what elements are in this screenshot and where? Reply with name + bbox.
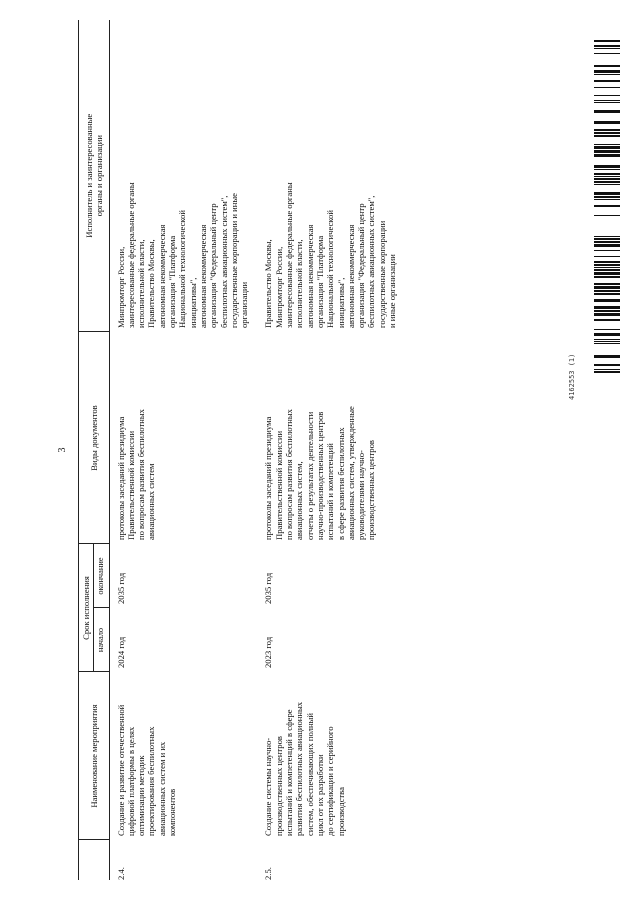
barcode-stripe [594,184,620,185]
barcode-stripe [594,269,620,271]
row-number: 2.4. [115,867,126,880]
barcode-stripe [594,215,620,216]
barcode-stripe [594,272,620,275]
barcode-stripe [594,110,620,113]
barcode-stripe [594,364,620,366]
barcode-stripe [594,256,620,257]
table-header-row [79,20,94,880]
barcode-stripe [594,65,620,67]
barcode-stripe [594,244,620,247]
barcode-stripe [594,80,620,82]
barcode-stripe [594,355,620,358]
barcode-stripe [594,238,620,240]
barcode-stripe [594,241,620,243]
barcode-stripe [594,129,620,131]
barcode-stripe [594,310,620,312]
header-start: начало [94,608,109,672]
barcode-stripe [594,45,620,47]
barcode-stripe [594,343,620,344]
barcode-stripe [594,299,620,302]
barcode-stripe [594,276,620,278]
barcode-stripe [594,144,620,145]
barcode-stripe [594,135,620,137]
barcode-stripe [594,40,620,42]
barcode-stripe [594,329,620,330]
barcode-stripe [594,306,620,309]
row-number: 2.5. [263,867,274,880]
barcode-stripe [594,100,620,101]
barcode-stripe [594,283,620,285]
table-row [109,20,257,880]
barcode-stripe [594,165,620,168]
barcode-stripe [594,264,620,266]
barcode-stripe [594,267,620,268]
barcode-stripe [594,173,620,175]
row-docs: протоколы заседаний президиума Правительственной комиссии по вопросам развития беспилотных авиационных систем [115,409,157,540]
row-executor: Минпромторг России, заинтересованные федеральные органы исполнительной власти, Правительство Москвы, автономная некоммерческая организация "Платформа Национальной технологической инициативы", автономная некоммерческая организация "Федеральный центр беспилотных авиационных систем", государственные корпорации и иные организации [115,182,250,328]
header-name: Наименование мероприятия [79,672,110,840]
barcode-stripe [594,146,620,149]
row-start: 2023 год [263,636,274,668]
header-executor: Исполнитель и заинтересованные органы и организации [79,20,110,332]
barcode-stripe [594,70,620,73]
row-start: 2024 год [115,636,126,668]
barcode-stripe [594,121,620,124]
barcode-stripe [594,132,620,134]
barcode-caption: 4162553 (1) [568,353,576,400]
barcode-stripe [594,176,620,177]
row-docs: протоколы заседаний президиума Правительственной комиссии по вопросам развития беспилотных авиационных систем, отчеты о результатах деятельности научно-производственных центров испытаний и компетенций в сфере развития беспилотных авиационных систем, утвержденные руководителями научно- производственных центров [263,406,377,540]
row-name: Создание системы научно- производственных центров испытаний и компетенций в сфере развития беспилотных авиационных систем, обеспечивающих полный цикл от их разработки до сертификации и серийного производства [263,701,346,836]
row-name: Создание и развитие отечественной цифровой платформы в целях оптимизации методик проектирования беспилотных авиационных систем и их компонентов [115,704,178,836]
barcode-stripe [594,181,620,183]
barcode-stripe [594,87,620,88]
barcode-icon [594,40,620,380]
barcode-stripe [594,199,620,200]
barcode-stripe [594,261,620,263]
barcode-stripe [594,95,620,96]
barcode-stripe [594,53,620,54]
barcode-stripe [594,236,620,237]
barcode-stripe [594,369,620,370]
table-row [257,20,405,880]
row-end: 2035 год [263,572,274,604]
barcode-stripe [594,339,620,340]
row-executor: Правительство Москвы, Минпромторг России, заинтересованные федеральные органы исполнительной власти, автономная некоммерческая организация "Платформа Национальной технологической инициативы", автономная некоммерческая организация "Федеральный центр беспилотных авиационных систем", государственные корпорации и иные организации [263,182,398,328]
barcode-stripe [594,341,620,342]
barcode-stripe [594,290,620,292]
barcode-stripe [594,154,620,157]
header-docs: Виды документов [79,332,110,544]
barcode-stripe [594,333,620,336]
barcode-stripe [594,250,620,251]
barcode-stripe [594,293,620,295]
measures-table [78,20,405,880]
barcode-stripe [594,169,620,170]
barcode-stripe [594,196,620,198]
barcode-stripe [594,48,620,49]
barcode-stripe [594,313,620,316]
barcode-stripe [594,371,620,373]
barcode-stripe [594,150,620,153]
barcode-stripe [594,178,620,180]
header-end: окончание [94,544,109,608]
page-number: 3 [57,447,68,453]
barcode-stripe [594,319,620,321]
row-end: 2035 год [115,572,126,604]
barcode-stripe [594,74,620,75]
rotated-sheet [50,20,490,880]
barcode-stripe [594,286,620,289]
barcode-stripe [594,205,620,207]
barcode-stripe [594,102,620,103]
barcode-stripe [594,192,620,195]
header-number [79,840,110,880]
header-term: Срок исполнения [79,544,94,672]
